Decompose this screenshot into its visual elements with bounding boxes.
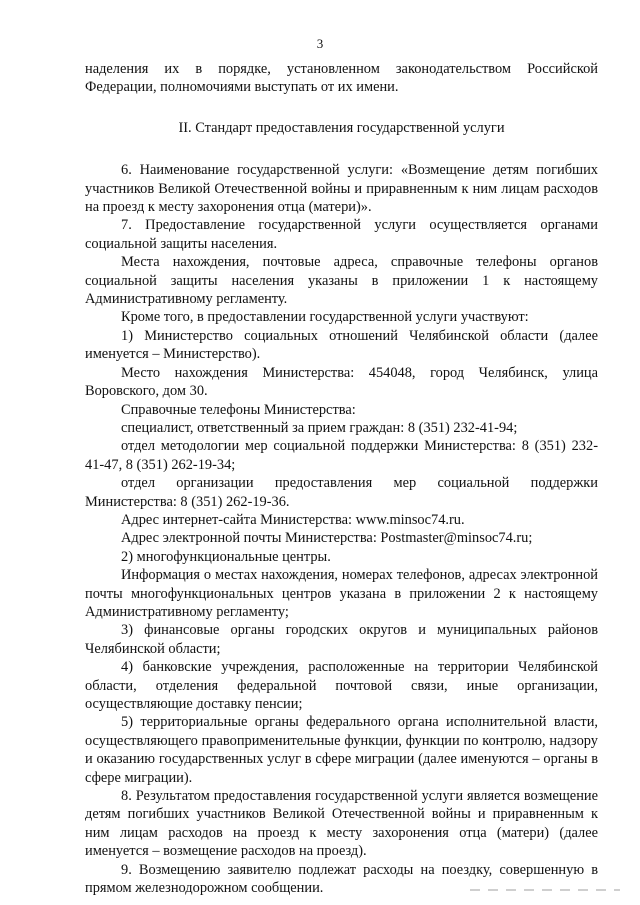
paragraph-phone-organization: отдел организации предоставления мер социальной поддержки Министерства: 8 (351) 262-19-36. — [85, 475, 598, 510]
paragraph-phone-specialist: специалист, ответственный за прием граждан: 8 (351) 232-41-94; — [121, 419, 518, 436]
paragraph-financial-bodies: 3) финансовые органы городских округов и муниципальных районов Челябинской области; — [85, 622, 598, 657]
scan-artifact — [470, 889, 620, 891]
paragraph-mfc-info: Информация о местах нахождения, номерах телефонов, адресах электронной почты многофункциональных центров указана в приложении 2 к настоящему Административному регламенту; — [85, 567, 598, 620]
paragraph-participants-intro: Кроме того, в предоставлении государственной услуги участвуют: — [121, 309, 529, 326]
paragraph-ministry: 1) Министерство социальных отношений Челябинской области (далее именуется – Министерство). — [85, 327, 598, 363]
paragraph-locations: Места нахождения, почтовые адреса, справочные телефоны органов социальной защиты населения указаны в приложении 1 к настоящему Административному регламенту. — [85, 254, 598, 308]
paragraph-banks: 4) банковские учреждения, расположенные на территории Челябинской области, отделения федеральной почтовой связи, иные организации, осуществляющие доставку пенсии; — [85, 659, 598, 712]
paragraph-item-7: 7. Предоставление государственной услуги осуществляется органами социальной защиты населения. — [85, 217, 598, 252]
paragraph-website: Адрес интернет-сайта Министерства: www.minsoc74.ru. — [121, 511, 465, 528]
paragraph-item-6: 6. Наименование государственной услуги: «Возмещение детям погибших участников Великой Отечественной войны и приравненным к ним лицам расходов на проезд к месту захоронения отца (матери)». — [85, 162, 598, 216]
document-body — [85, 60, 598, 897]
page-number: 3 — [316, 36, 324, 51]
paragraph-migration: 5) территориальные органы федерального органа исполнительной власти, осуществляющего правоприменительные функции, функции по контролю, надзору и оказанию государственных услуг в сфере миграции (далее именуются – органы в сфере миграции). — [85, 714, 598, 786]
paragraph-continuation: наделения их в порядке, установленном законодательством Российской Федерации, полномочиями выступать от их имени. — [85, 61, 598, 96]
section-heading: II. Стандарт предоставления государственной услуги — [178, 119, 505, 136]
paragraph-email: Адрес электронной почты Министерства: Postmaster@minsoc74.ru; — [121, 530, 533, 547]
paragraph-phone-methodology: отдел методологии мер социальной поддержки Министерства: 8 (351) 232-41-47, 8 (351) 262-19-34; — [85, 438, 598, 473]
paragraph-item-9: 9. Возмещению заявителю подлежат расходы на поездку, совершенную в прямом железнодорожном сообщении. — [85, 861, 598, 897]
paragraph-ministry-address: Место нахождения Министерства: 454048, город Челябинск, улица Воровского, дом 30. — [85, 364, 598, 400]
paragraph-phones-title: Справочные телефоны Министерства: — [121, 401, 356, 418]
paragraph-item-8: 8. Результатом предоставления государственной услуги является возмещение детям погибших участников Великой Отечественной войны и приравненным к ним лицам расходов на проезд к месту захоронения отца (матери) (далее именуется – возмещение расходов на проезд). — [85, 788, 598, 860]
paragraph-mfc: 2) многофункциональные центры. — [121, 548, 331, 565]
